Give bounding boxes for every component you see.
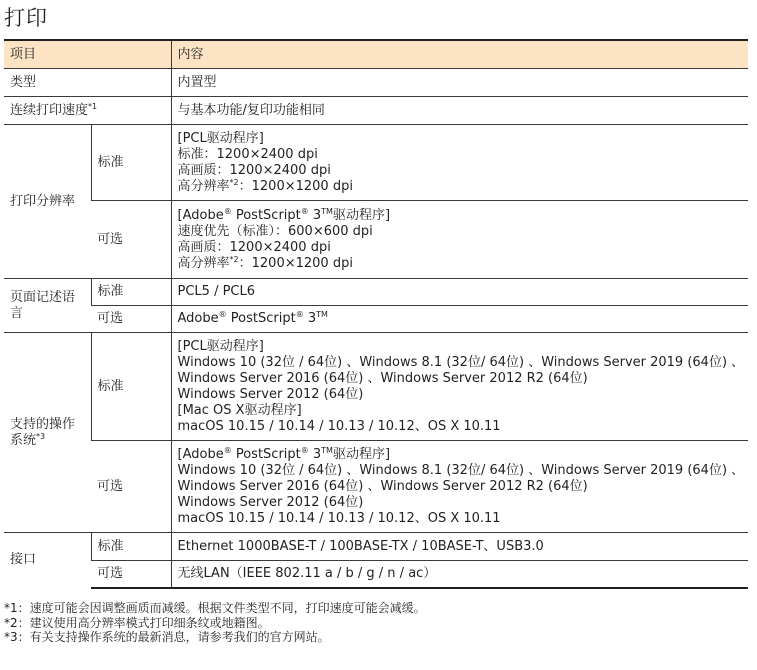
pdl-standard-content: PCL5 / PCL6 xyxy=(171,279,748,306)
table-row-interface-optional xyxy=(4,561,748,588)
sublabel-resolution-optional: 可选 xyxy=(91,201,171,279)
row-label-os: 支持的操作系统$^{*3}$ xyxy=(4,333,91,533)
table-row-os-optional xyxy=(4,441,748,533)
sublabel-os-standard: 标准 xyxy=(91,333,171,441)
header-item: 项目 xyxy=(4,40,171,69)
table-row-pdl-standard xyxy=(4,279,748,306)
footnote-2: *2：建议使用高分辨率模式打印细条纹或地籍图。 xyxy=(4,615,270,630)
os-standard-content: [PCL驱动程序] Windows 10 (32位 / 64位) 、Windows 8.1 (32位/ 64位) 、Windows Server 2019 (64位) 、 Windows Server 2016 (64位) 、Windows Server 2012 R2 (64位) Windows Server 2012 (64位) [Mac OS X驱动程序] macOS 10.15 / 10.14 / 10.13 / 10.12、OS X 10.11 xyxy=(171,333,748,441)
footnote-3: *3：有关支持操作系统的最新消息，请参考我们的官方网站。 xyxy=(4,630,330,644)
footnote-1: *1：速度可能会因调整画质而减缓。根据文件类型不同，打印速度可能会减缓。 xyxy=(4,601,426,615)
sublabel-pdl-optional: 可选 xyxy=(91,306,171,333)
resolution-standard-content: [PCL驱动程序] 标准：1200×2400 dpi 高画质：1200×2400 dpi 高分辨率$^{*2}$：1200×1200 dpi xyxy=(171,125,748,201)
row-label-type: 类型 xyxy=(4,69,171,97)
table-header-row xyxy=(4,40,748,69)
table-row-pdl-optional xyxy=(4,306,748,333)
row-value-speed: 与基本功能/复印功能相同 xyxy=(171,97,748,125)
table-row-resolution-standard xyxy=(4,125,748,201)
sublabel-interface-standard: 标准 xyxy=(91,533,171,561)
table-row-type xyxy=(4,69,748,97)
row-label-pdl: 页面记述语言 xyxy=(4,279,91,333)
pdl-optional-content: Adobe® PostScript® 3™ xyxy=(171,306,748,333)
sublabel-interface-optional: 可选 xyxy=(91,561,171,588)
table-row-speed xyxy=(4,97,748,125)
sublabel-os-optional: 可选 xyxy=(91,441,171,533)
table-row-interface-standard xyxy=(4,533,748,561)
resolution-optional-content: [Adobe® PostScript® 3™驱动程序] 速度优先（标准）：600×600 dpi 高画质：1200×2400 dpi 高分辨率$^{*2}$：1200×1200 dpi xyxy=(171,201,748,279)
row-label-interface: 接口 xyxy=(4,533,91,588)
interface-standard-content: Ethernet 1000BASE-T / 100BASE-TX / 10BASE-T、USB3.0 xyxy=(171,533,748,561)
footnote-ref-3: *3 xyxy=(36,431,46,441)
print-spec-table xyxy=(4,39,748,589)
row-label-resolution: 打印分辨率 xyxy=(4,125,91,279)
row-label-speed: 连续打印速度$^{*1}$ xyxy=(4,97,171,125)
row-value-type: 内置型 xyxy=(171,69,748,97)
table-row-os-standard xyxy=(4,333,748,441)
os-optional-content: [Adobe® PostScript® 3™驱动程序] Windows 10 (32位 / 64位) 、Windows 8.1 (32位/ 64位) 、Windows Server 2019 (64位) 、 Windows Server 2016 (64位) 、Windows Server 2012 R2 (64位) Windows Server 2012 (64位) macOS 10.15 / 10.14 / 10.13 / 10.12、OS X 10.11 xyxy=(171,441,748,533)
header-content: 内容 xyxy=(171,40,748,69)
footnote-ref-1: *1 xyxy=(88,101,98,111)
page-title: 打印 xyxy=(4,6,48,30)
table-row-resolution-optional xyxy=(4,201,748,279)
sublabel-resolution-standard: 标准 xyxy=(91,125,171,201)
footnotes xyxy=(4,601,426,645)
sublabel-pdl-standard: 标准 xyxy=(91,279,171,306)
interface-optional-content: 无线LAN（IEEE 802.11 a / b / g / n / ac） xyxy=(171,561,748,588)
